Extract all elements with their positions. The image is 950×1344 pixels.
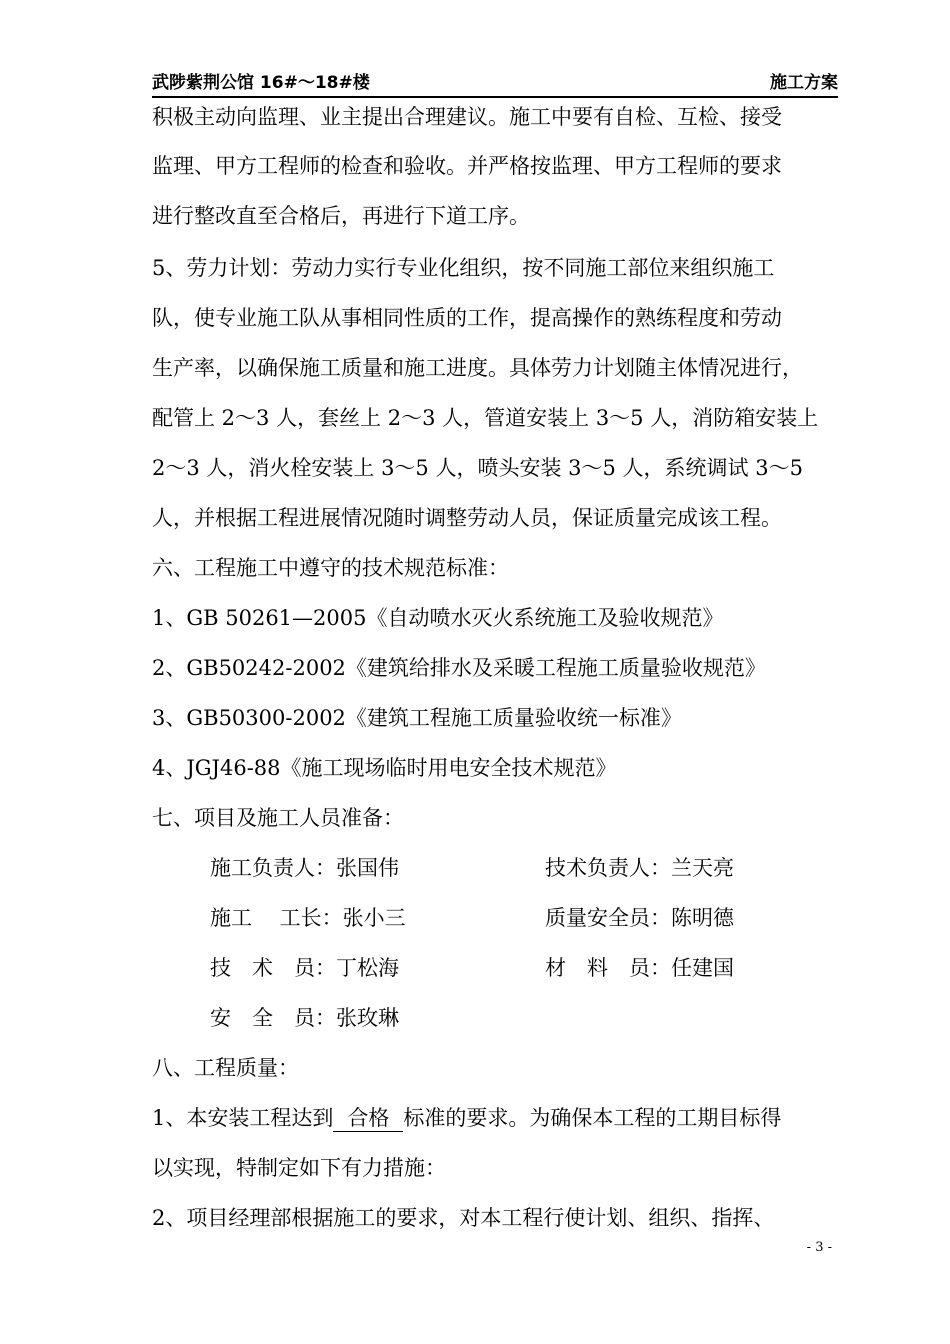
- body-line-2: 监理、甲方工程师的检查和验收。并严格按监理、甲方工程师的要求: [152, 154, 782, 178]
- staff-quality-safety: 质量安全员：陈明德: [545, 906, 734, 930]
- section-heading-6: 六、工程施工中遵守的技术规范标准：: [152, 556, 509, 580]
- standard-item-4: 4、JGJ46-88《施工现场临时用电安全技术规范》: [152, 756, 617, 780]
- quality-line-3: 2、项目经理部根据施工的要求，对本工程行使计划、组织、指挥、: [152, 1206, 775, 1230]
- body-line-8: 2～3 人，消火栓安装上 3～5 人，喷头安装 3～5 人，系统调试 3～5: [152, 456, 803, 480]
- standard-item-1: 1、GB 50261—2005《自动喷水灭火系统施工及验收规范》: [152, 606, 724, 630]
- page-number: - 3 -: [806, 1240, 832, 1255]
- header-project-title: 武陟紫荆公馆 16#～18#楼: [152, 73, 370, 93]
- staff-materials: 材 料 员：任建国: [545, 956, 734, 980]
- quality-grade-value: 合格: [333, 1105, 403, 1132]
- staff-technician: 技 术 员：丁松海: [210, 956, 399, 980]
- quality-line-2: 以实现，特制定如下有力措施：: [152, 1156, 446, 1180]
- staff-foreman: 施工 工长：张小三: [210, 906, 406, 930]
- page-header: [152, 66, 838, 96]
- body-line-9: 人，并根据工程进展情况随时调整劳动人员，保证质量完成该工程。: [152, 506, 782, 530]
- quality-line-1: [152, 1103, 781, 1133]
- quality-line-prefix: 1、本安装工程达到: [152, 1106, 334, 1130]
- section-heading-7: 七、项目及施工人员准备：: [152, 806, 404, 830]
- body-line-6: 生产率，以确保施工质量和施工进度。具体劳力计划随主体情况进行，: [152, 356, 803, 380]
- header-divider: [152, 96, 838, 98]
- body-line-4: 5、劳力计划：劳动力实行专业化组织，按不同施工部位来组织施工: [152, 256, 775, 280]
- staff-safety-officer: 安 全 员：张玫琳: [210, 1006, 399, 1030]
- standard-item-2: 2、GB50242-2002《建筑给排水及采暖工程施工质量验收规范》: [152, 656, 766, 680]
- body-line-5: 队，使专业施工队从事相同性质的工作，提高操作的熟练程度和劳动: [152, 306, 782, 330]
- staff-construction-lead: 施工负责人：张国伟: [210, 856, 399, 880]
- quality-line-suffix: 标准的要求。为确保本工程的工期目标得: [403, 1106, 782, 1130]
- section-heading-8: 八、工程质量：: [152, 1056, 299, 1080]
- staff-technical-lead: 技术负责人：兰天亮: [545, 856, 734, 880]
- body-line-7: 配管上 2～3 人，套丝上 2～3 人，管道安装上 3～5 人，消防箱安装上: [152, 406, 819, 430]
- header-document-type: 施工方案: [770, 73, 838, 93]
- standard-item-3: 3、GB50300-2002《建筑工程施工质量验收统一标准》: [152, 706, 682, 730]
- body-line-1: 积极主动向监理、业主提出合理建议。施工中要有自检、互检、接受: [152, 105, 782, 129]
- body-line-3: 进行整改直至合格后，再进行下道工序。: [152, 204, 530, 228]
